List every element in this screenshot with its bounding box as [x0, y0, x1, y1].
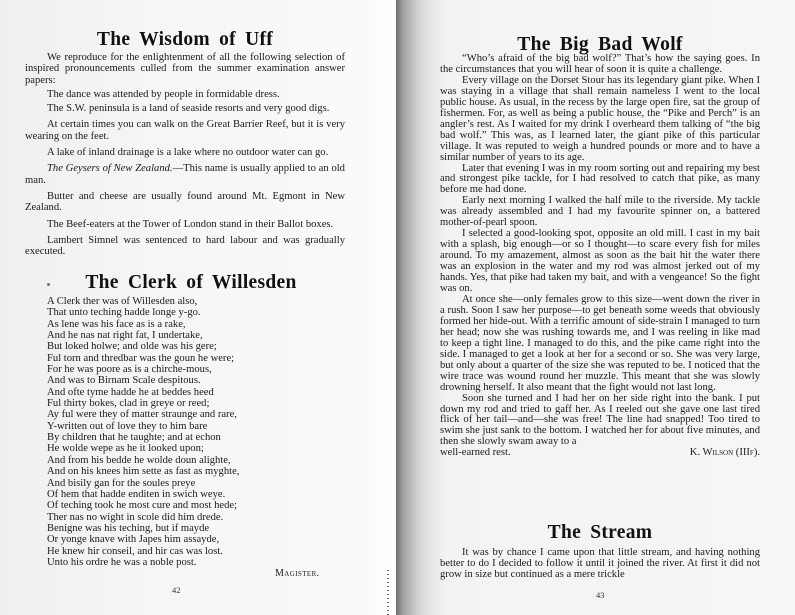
- wolf-paragraph: Early next morning I walked the half mile to the riverside. My tackle was already assembled and I had my favourite spinner on, a battered mother-of-pearl spoon.: [440, 195, 760, 229]
- uff-item: The dance was attended by people in formidable dress.: [47, 88, 280, 100]
- geysers-rest: —This name is usually applied to an old man.: [25, 163, 345, 186]
- page-number-left: 42: [172, 585, 181, 595]
- uff-item: Butter and cheese are usually found around Mt. Egmont in New Zealand.: [25, 190, 345, 214]
- wisdom-of-uff-body: [25, 52, 345, 257]
- poem-line: And he nas nat right fat, I undertake,: [47, 330, 203, 342]
- poem-line: He knew hir conseil, and hir cas was lost.: [47, 545, 223, 557]
- poem-line: Ther nas no wight in scole did him drede.: [47, 511, 224, 523]
- poem-line: He wolde wepe as he it looked upon;: [47, 443, 204, 455]
- poem-line: Ful torn and thredbar was the goun he were;: [47, 352, 235, 364]
- wolf-paragraph: Later that evening I was in my room sorting out and repairing my best and strongest pike tackle, for I had resolved to catch that pike, as many before me had done.: [440, 162, 760, 196]
- wolf-paragraph: Soon she turned and I had her on her side right into the bank. I put down my rod and tried to gaff her. As I reeled out she gave one last tired flick of her tail—and—she was free! The line had snapped! Too tired to swim she just sank to the bottom. I watched her for about five minutes, and then she slowly swam away to a: [440, 392, 760, 448]
- uff-item-geysers: [25, 163, 345, 186]
- poem-line: And bisily gan for the soules preye: [47, 477, 196, 489]
- poem-line: Ay ful were they of matter straunge and rare,: [47, 409, 237, 421]
- wolf-last-words: well-earned rest.: [440, 447, 511, 459]
- big-bad-wolf-title: The Big Bad Wolf: [517, 34, 683, 55]
- poem-line: Of teching took he most cure and most hede;: [47, 500, 238, 512]
- uff-item: At certain times you can walk on the Great Barrier Reef, but it is very wearing on the feet.: [25, 119, 345, 142]
- big-bad-wolf-body: [440, 54, 760, 459]
- the-stream-body: [440, 548, 760, 581]
- wolf-signature: K. Wilson (IIIf).: [689, 447, 760, 459]
- signature-magister: Magister.: [275, 568, 320, 579]
- right-page: [396, 0, 795, 615]
- poem-line: Benigne was his teching, but if mayde: [47, 522, 210, 534]
- print-speck: [47, 283, 50, 286]
- left-page: [0, 0, 396, 615]
- poem-line: By children that he taughte; and at echon: [47, 432, 221, 444]
- uff-item: Lambert Simnel was sentenced to hard labour and was gradually executed.: [25, 234, 345, 258]
- uff-item: The S.W. peninsula is a land of seaside resorts and very good digs.: [47, 103, 330, 115]
- clerk-of-willesden-title: The Clerk of Willesden: [85, 272, 297, 293]
- stream-paragraph: It was by chance I came upon that little stream, and having nothing better to do I decided to follow it until it joined the river. At first it did not grow in size but continued as a mere trickle: [440, 547, 760, 580]
- poem-line: And ofte tyme hadde he at beddes heed: [47, 386, 214, 398]
- poem-line: Or yonge knave with Japes him assayde,: [47, 534, 220, 546]
- the-stream-title: The Stream: [547, 522, 653, 543]
- poem-line: But loked holwe; and olde was his gere;: [47, 341, 217, 353]
- uff-item: A lake of inland drainage is a lake where no outdoor water can go.: [47, 147, 329, 159]
- wolf-paragraph: Every village on the Dorset Stour has its legendary giant pike. When I was staying in a village that shall remain nameless I went to the local public house. As usual, in the recess by the large open fire, sat the group of fishermen. For, as well as being a public house, the “Pike and Perch” is an angler’s rest. As I waited for my drink I overheard them talking of “the big bad wolf.” This was, as I learned later, the giant pike of this particular village. It was reputed to weigh a hundred pounds or more and to have a similar number of years to its age.: [440, 74, 760, 163]
- poem-line: And was to Birnam Scale despitous.: [47, 375, 201, 387]
- wolf-paragraph: At once she—only females grow to this size—went down the river in a rush. Soon I saw her purpose—to get beneath some weeds that obviously formed her hide-out. With a terrific amount of side-strain I managed to turn her head; now she was rushing towards me, and I was reeling in like mad to keep a tight line. I managed to do this, and the pike came right into the side. I managed to get a look at her for a second or so. She was very large, but only about a quarter of the size she was reputed to be. I noticed that the wire trace was wound round her muzzle. This meant that she was slowly drowning herself. It also meant that the fight would not last long.: [440, 293, 760, 393]
- uff-item: The Beef-eaters at the Tower of London stand in their Ballot boxes.: [47, 218, 334, 230]
- wisdom-of-uff-title: The Wisdom of Uff: [96, 29, 274, 50]
- geysers-italic: The Geysers of New Zealand.: [47, 163, 173, 175]
- poem-line: Ful thirty bokes, clad in greye or reed;: [47, 398, 210, 410]
- binding-stitch-marks: [387, 570, 389, 615]
- poem-line: And from his bedde he wolde doun alighte,: [47, 454, 231, 466]
- poem-line: A Clerk ther was of Willesden also,: [47, 296, 198, 307]
- wolf-closing-line: [440, 448, 760, 459]
- poem-line: Y-written out of love they to him bare: [47, 420, 208, 432]
- poem-line: Of hem that hadde enditen in swich weye.: [47, 488, 226, 500]
- page-number-right: 43: [596, 590, 605, 600]
- wolf-paragraph: I selected a good-looking spot, opposite an old mill. I cast in my bait with a splash, big enough—or so I thought—to scare every fish for miles around. To my amazement, almost as soon as the bait hit the water there was an explosion in the water and my rod was almost jerked out of my hands. Yes, that pike had taken my bait, and with a vengeance! So the fight was on.: [440, 228, 760, 295]
- poem-line: Unto his ordre he was a noble post.: [47, 556, 197, 568]
- poem-line: As lene was his face as is a rake,: [47, 318, 186, 330]
- poem-line: And on his knees him sette as fast as myghte,: [47, 466, 240, 478]
- clerk-poem: [47, 296, 327, 568]
- poem-line: For he was poore as is a chirche-mous,: [47, 364, 212, 376]
- wolf-paragraph: “Who’s afraid of the big bad wolf?” That’s how the saying goes. In the circumstances that you will hear of soon it is quite a challenge.: [440, 53, 760, 75]
- poem-line: That unto teching hadde longe y-go.: [47, 307, 201, 319]
- uff-intro: We reproduce for the enlightenment of all the following selection of inspired pronouncements culled from the summer examination answer papers:: [25, 52, 345, 86]
- poem-signature: [275, 568, 320, 579]
